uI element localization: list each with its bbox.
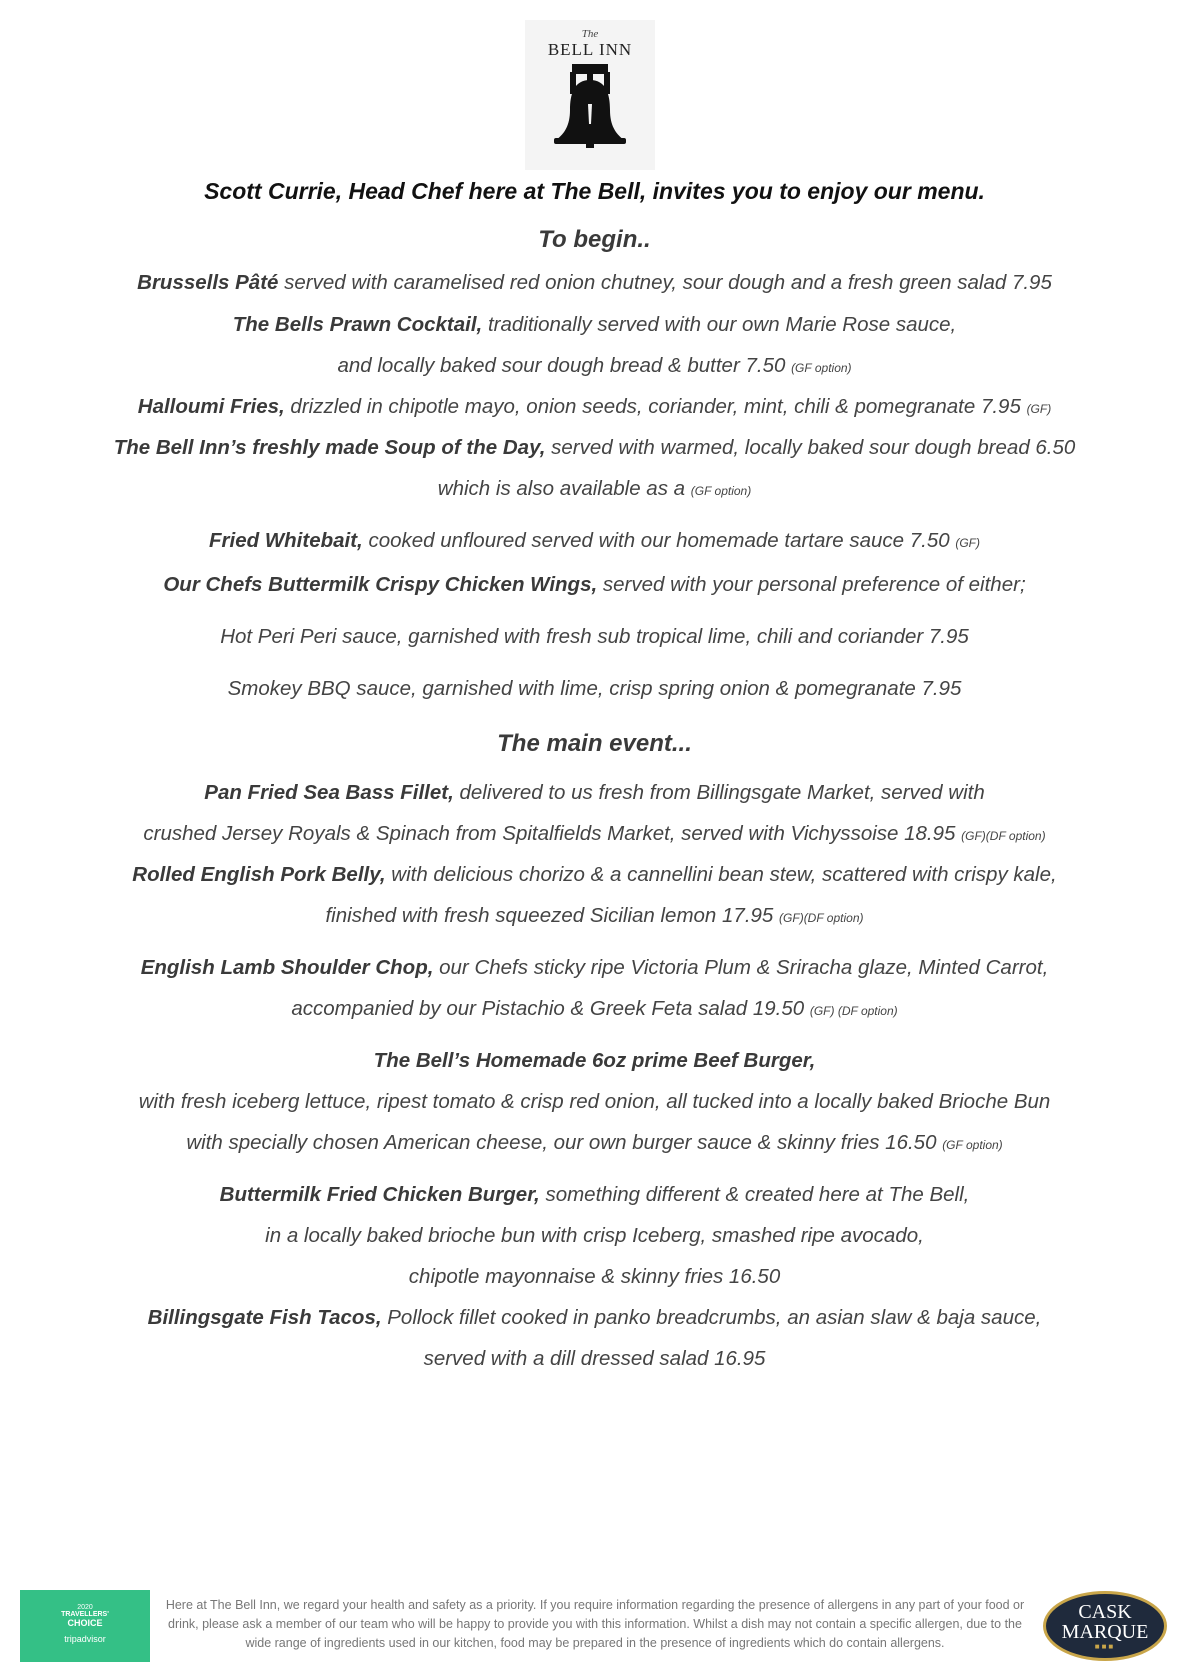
menu-line-main-12 <box>0 1265 1189 1289</box>
dish-description: crushed Jersey Royals & Spinach from Spitalfields Market, served with Vichyssoise 18.95 <box>143 822 962 845</box>
dietary-tag: (GF option) <box>942 1138 1003 1152</box>
dish-name: Pan Fried Sea Bass Fillet, <box>204 781 454 804</box>
dish-name: English Lamb Shoulder Chop, <box>140 956 434 979</box>
dish-description: in a locally baked brioche bun with crisp Iceberg, smashed ripe avocado, <box>265 1224 924 1247</box>
dish-description: Hot Peri Peri sauce, garnished with fresh sub tropical lime, chili and coriander 7.95 <box>220 625 969 648</box>
dietary-tag: (GF) <box>955 536 980 550</box>
menu-line-starter-5 <box>0 436 1189 460</box>
dish-description: accompanied by our Pistachio & Greek Feta salad 19.50 <box>291 997 810 1020</box>
dish-name: Our Chefs Buttermilk Crispy Chicken Wings, <box>163 573 598 596</box>
allergen-notice: Here at The Bell Inn, we regard your health and safety as a priority. If you require information regarding the presence of allergens in any part of your food or drink, please ask a member of our team who will be happy to provide you with this information. Whilst a dish may not contain a specific allergen, due to the wide range of ingredients used in our kitchen, food may be prepared in the presence of ingredients which do contain allergens. <box>165 1598 1025 1650</box>
dish-description: which is also available as a <box>437 477 691 500</box>
menu-line-main-7 <box>0 1049 1189 1073</box>
dish-description: served with caramelised red onion chutney, sour dough and a fresh green salad 7.95 <box>278 271 1052 294</box>
badge-year: 2020 <box>77 1604 93 1611</box>
dish-description: finished with fresh squeezed Sicilian lemon 17.95 <box>325 904 780 927</box>
dish-name: The Bell’s Homemade 6oz prime Beef Burger, <box>373 1049 816 1072</box>
dish-description: served with a dill dressed salad 16.95 <box>423 1347 766 1370</box>
dish-name: Brussells Pâté <box>137 271 279 294</box>
tripadvisor-logo-text: tripadvisor <box>64 1634 106 1644</box>
menu-line-starter-1 <box>0 271 1189 295</box>
menu-line-starter-3 <box>0 354 1189 378</box>
cask-marque-logo <box>1043 1591 1167 1661</box>
menu-line-main-3 <box>0 863 1189 887</box>
badge-line2: CHOICE <box>67 1618 103 1628</box>
menu-line-main-8 <box>0 1090 1189 1114</box>
dish-description: delivered to us fresh from Billingsgate Market, served with <box>453 781 985 804</box>
menu-line-main-1 <box>0 781 1189 805</box>
menu-line-main-2 <box>0 822 1189 846</box>
dietary-tag: (GF option) <box>791 361 852 375</box>
cask-marque-line1: CASK <box>1078 1601 1132 1623</box>
dish-description: Pollock fillet cooked in panko breadcrumbs, an asian slaw & baja sauce, <box>381 1306 1042 1329</box>
dish-name: Billingsgate Fish Tacos, <box>147 1306 382 1329</box>
menu-line-starter-2 <box>0 313 1189 337</box>
bell-inn-logo <box>525 20 655 170</box>
cask-marque-line2: MARQUE <box>1061 1621 1149 1643</box>
dish-description: Smokey BBQ sauce, garnished with lime, crisp spring onion & pomegranate 7.95 <box>227 677 962 700</box>
dish-name: Buttermilk Fried Chicken Burger, <box>219 1183 540 1206</box>
menu-line-main-4 <box>0 904 1189 928</box>
menu-line-main-5 <box>0 956 1189 980</box>
dish-name: The Bells Prawn Cocktail, <box>232 313 483 336</box>
dietary-tag: (GF) <box>1026 402 1052 416</box>
mains-title: The main event... <box>497 730 692 757</box>
dish-description: drizzled in chipotle mayo, onion seeds, coriander, mint, chili & pomegranate 7.95 <box>284 395 1027 418</box>
dish-description: traditionally served with our own Marie Rose sauce, <box>482 313 957 336</box>
menu-line-main-9 <box>0 1131 1189 1155</box>
chef-intro: Scott Currie, Head Chef here at The Bell, invites you to enjoy our menu. <box>204 178 985 204</box>
badge-line1: TRAVELLERS' <box>61 1611 109 1618</box>
cask-marque-stars-icon: ■■■ <box>1094 1642 1116 1651</box>
menu-line-starter-6 <box>0 477 1189 501</box>
menu-line-starter-9 <box>0 625 1189 649</box>
tripadvisor-travellers-choice-badge <box>20 1590 150 1662</box>
dish-name: Fried Whitebait, <box>209 529 363 552</box>
dish-name: The Bell Inn’s freshly made Soup of the Day, <box>113 436 546 459</box>
dietary-tag: (GF option) <box>690 484 752 498</box>
menu-line-main-6 <box>0 997 1189 1021</box>
menu-line-starter-7 <box>0 529 1189 553</box>
dish-description: served with warmed, locally baked sour dough bread 6.50 <box>545 436 1076 459</box>
menu-line-main-10 <box>0 1183 1189 1207</box>
bell-icon <box>550 64 630 159</box>
dish-description: with delicious chorizo & a cannellini bean stew, scattered with crispy kale, <box>385 863 1057 886</box>
menu-line-starter-10 <box>0 677 1189 701</box>
dietary-tag: (GF) (DF option) <box>809 1004 898 1018</box>
starters-title: To begin.. <box>538 226 651 253</box>
dish-description: with specially chosen American cheese, our own burger sauce & skinny fries 16.50 <box>186 1131 943 1154</box>
dish-description: chipotle mayonnaise & skinny fries 16.50 <box>408 1265 781 1288</box>
logo-name-text: BELL INN <box>547 40 633 59</box>
dish-description: with fresh iceberg lettuce, ripest tomato & crisp red onion, all tucked into a locally baked Brioche Bun <box>138 1090 1051 1113</box>
menu-line-main-13 <box>0 1306 1189 1330</box>
logo-the-text: The <box>581 28 599 40</box>
dish-description: served with your personal preference of either; <box>597 573 1026 596</box>
dish-name: Halloumi Fries, <box>137 395 285 418</box>
menu-line-main-11 <box>0 1224 1189 1248</box>
dish-description: cooked unfloured served with our homemade tartare sauce 7.50 <box>362 529 956 552</box>
dietary-tag: (GF)(DF option) <box>961 829 1046 843</box>
dish-name: Rolled English Pork Belly, <box>132 863 386 886</box>
menu-line-main-14 <box>0 1347 1189 1371</box>
dietary-tag: (GF)(DF option) <box>779 911 864 925</box>
dish-description: something different & created here at The Bell, <box>539 1183 970 1206</box>
menu-line-starter-4 <box>0 395 1189 419</box>
menu-line-starter-8 <box>0 573 1189 597</box>
dish-description: our Chefs sticky ripe Victoria Plum & Sriracha glaze, Minted Carrot, <box>433 956 1049 979</box>
dish-description: and locally baked sour dough bread & butter 7.50 <box>337 354 792 377</box>
